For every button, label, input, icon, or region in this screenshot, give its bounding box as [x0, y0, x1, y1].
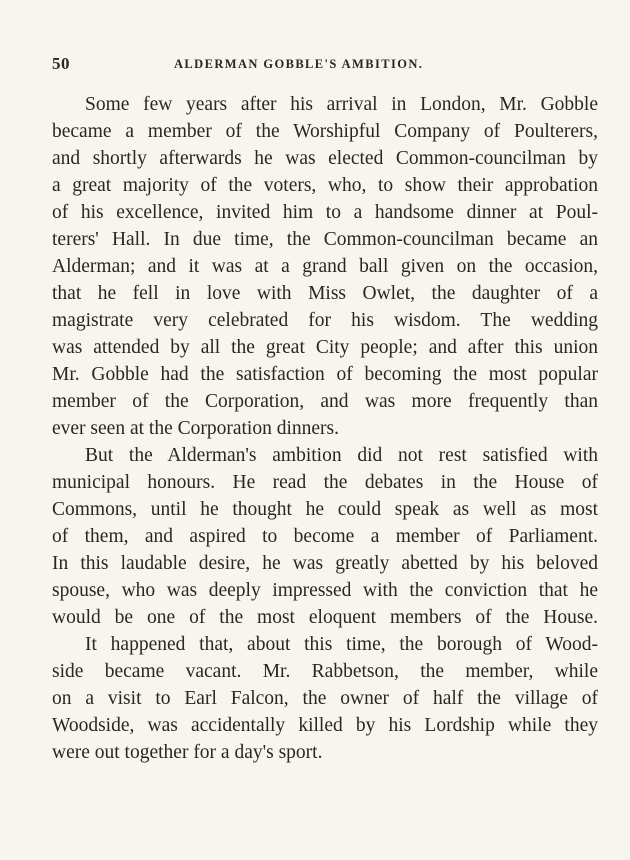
text-line: Some few years after his arrival in London, Mr. Gobble	[85, 94, 598, 115]
text-line: It happened that, about this time, the borough of Wood-	[85, 634, 598, 655]
text-line: Alderman; and it was at a grand ball given on the occasion,	[52, 256, 598, 277]
text-line: was attended by all the great City people; and after this union	[52, 337, 598, 358]
page-number: 50	[52, 54, 70, 73]
text-line: would be one of the most eloquent members of the House.	[52, 607, 598, 628]
text-line: municipal honours. He read the debates in the House of	[52, 472, 598, 493]
text-line: In this laudable desire, he was greatly abetted by his beloved	[52, 553, 598, 574]
page-header	[52, 54, 582, 78]
body-text	[52, 91, 598, 766]
text-line: member of the Corporation, and was more frequently than	[52, 391, 598, 412]
text-line: were out together for a day's sport.	[52, 742, 323, 763]
text-line: Commons, until he thought he could speak as well as most	[52, 499, 598, 520]
text-line: became a member of the Worshipful Company of Poulterers,	[52, 121, 598, 142]
text-line: spouse, who was deeply impressed with the conviction that he	[52, 580, 598, 601]
text-line: magistrate very celebrated for his wisdom. The wedding	[52, 310, 598, 331]
text-line: side became vacant. Mr. Rabbetson, the member, while	[52, 661, 598, 682]
text-line: a great majority of the voters, who, to show their approbation	[52, 175, 598, 196]
paragraph-2	[52, 442, 598, 631]
text-line: But the Alderman's ambition did not rest satisfied with	[85, 445, 598, 466]
text-line: of his excellence, invited him to a handsome dinner at Poul-	[52, 202, 598, 223]
text-line: Mr. Gobble had the satisfaction of becoming the most popular	[52, 364, 598, 385]
paragraph-1	[52, 91, 598, 442]
text-line: of them, and aspired to become a member of Parliament.	[52, 526, 598, 547]
running-head: ALDERMAN GOBBLE'S AMBITION.	[174, 57, 424, 71]
text-line: Woodside, was accidentally killed by his Lordship while they	[52, 715, 598, 736]
paragraph-3	[52, 631, 598, 766]
text-line: and shortly afterwards he was elected Common-councilman by	[52, 148, 598, 169]
text-line: terers' Hall. In due time, the Common-councilman became an	[52, 229, 598, 250]
text-line: that he fell in love with Miss Owlet, the daughter of a	[52, 283, 598, 304]
text-line: ever seen at the Corporation dinners.	[52, 418, 339, 439]
text-line: on a visit to Earl Falcon, the owner of half the village of	[52, 688, 598, 709]
